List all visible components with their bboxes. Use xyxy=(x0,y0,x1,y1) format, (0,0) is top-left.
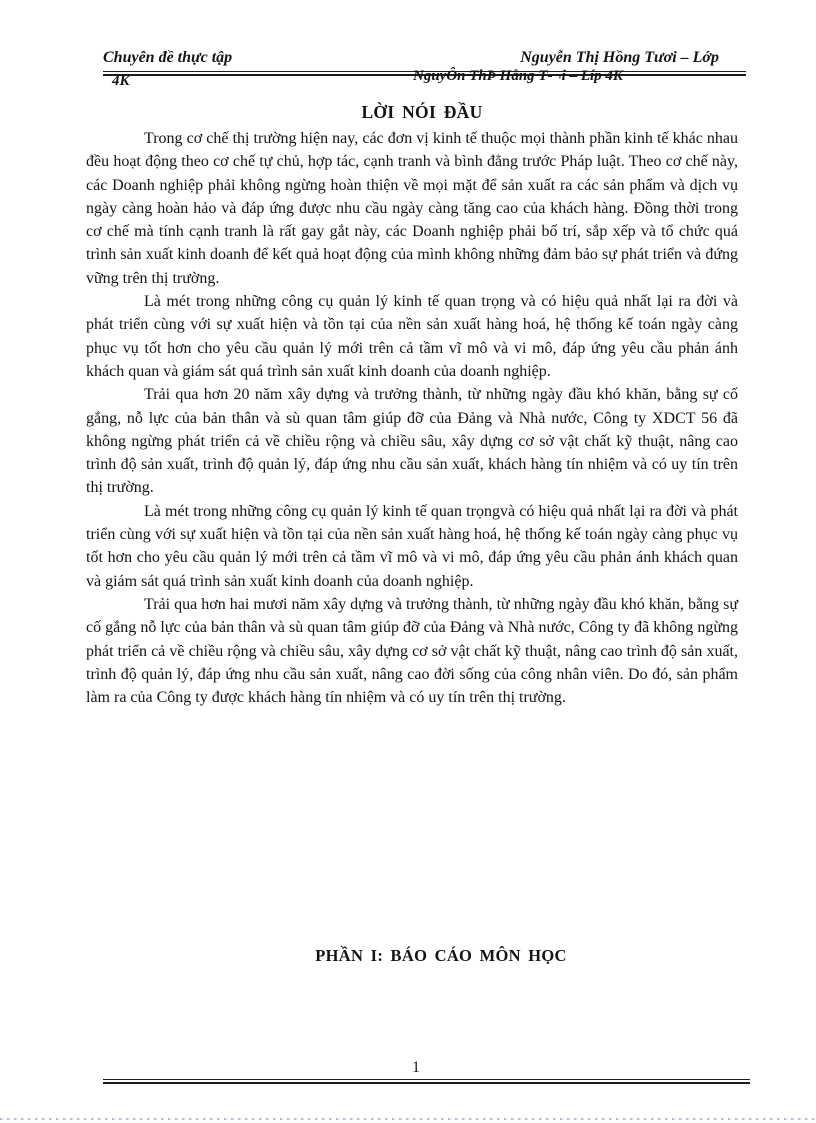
paragraph-2: Là mét trong những công cụ quản lý kinh tế quan trọng và có hiệu quả nhất lại ra đời và phát triển cùng với sự xuất hiện và tồn tại của nền sản xuất hàng hoá, hệ thống kế toán ngày càng phục vụ tốt hơn cho yêu cầu quản lý mới trên cả tầm vĩ mô và vi mô, đáp ứng yêu cầu phản ánh khách quan và giám sát quá trình sản xuất kinh doanh của doanh nghiệp. xyxy=(86,293,738,380)
paragraph-1: Trong cơ chế thị trường hiện nay, các đơn vị kinh tế thuộc mọi thành phần kinh tế khác nhau đều hoạt động theo cơ chế tự chủ, hợp tác, cạnh tranh và bình đẳng trước Pháp luật. Theo cơ chế này, các Doanh nghiệp phải không ngừng hoàn thiện về mọi mặt để sản xuất ra các sản phẩm và dịch vụ ngày càng hoàn hảo và đáp ứng được nhu cầu ngày càng tăng cao của khách hàng. Đồng thời trong cơ chế mà tính cạnh tranh là rất gay gắt này, các Doanh nghiệp phải bố trí, sắp xếp và tổ chức quá trình sản xuất kinh doanh để kết quả hoạt động của mình không những đảm bảo sự phát triển và đứng vững trên thị trường. xyxy=(86,130,738,287)
paragraph-5: Trải qua hơn hai mươi năm xây dựng và trưởng thành, từ những ngày đầu khó khăn, bằng sự cố gắng nỗ lực của bản thân và sù quan tâm giúp đỡ của Đảng và Nhà nước, Công ty đã không ngừng phát triển cả về chiều rộng và chiều sâu, xây dựng cơ sở vật chất kỹ thuật, nâng cao trình độ sản xuất, trình độ quản lý, đáp ứng nhu cầu sản xuất, nâng cao đời sống của công nhân viên. Do đó, sản phẩm làm ra của Công ty được khách hàng tín nhiệm và có uy tín trên thị trường. xyxy=(86,595,738,707)
footer-double-rule xyxy=(103,1079,750,1084)
header-student-name: Nguyễn Thị Hồng Tươi – Lớp xyxy=(520,49,719,66)
header-legacy-encoded-name: NguyÔn ThÞ Hång T‑¬i – Líp 4K xyxy=(413,68,623,84)
section-heading: PHẦN I: BÁO CÁO MÔN HỌC xyxy=(315,946,567,965)
header-class-label: 4K xyxy=(112,73,130,89)
bottom-dotted-scan-edge xyxy=(0,1118,816,1120)
body-text xyxy=(86,127,738,709)
header-course-title: Chuyên đề thực tập xyxy=(103,49,233,66)
page-title: LỜI NÓI ĐẦU xyxy=(361,102,483,122)
page-number: 1 xyxy=(412,1059,420,1076)
paragraph-4: Là mét trong những công cụ quản lý kinh tế quan trọngvà có hiệu quả nhất lại ra đời và phát triển cùng với sự xuất hiện và tồn tại của nền sản xuất hàng hoá, hệ thống kế toán ngày càng phục vụ tốt hơn cho yêu cầu quản lý mới trên cả tầm vĩ mô và vi mô, đáp ứng yêu cầu phản ánh khách quan và giám sát quá trình sản xuất kinh doanh của doanh nghiệp. xyxy=(86,502,738,590)
paragraph-3: Trải qua hơn 20 năm xây dựng và trưởng thành, từ những ngày đầu khó khăn, bằng sự cố gắng, nỗ lực của bản thân và sù quan tâm giúp đỡ của Đảng và Nhà nước, Công ty XDCT 56 đã không ngừng phát triển cả về chiều rộng và chiều sâu, xây dựng cơ sở vật chất kỹ thuật, nâng cao trình độ sản xuất, trình độ quản lý, đáp ứng nhu cầu sản xuất, khách hàng tín nhiệm và có uy tín trên thị trường. xyxy=(86,386,738,497)
